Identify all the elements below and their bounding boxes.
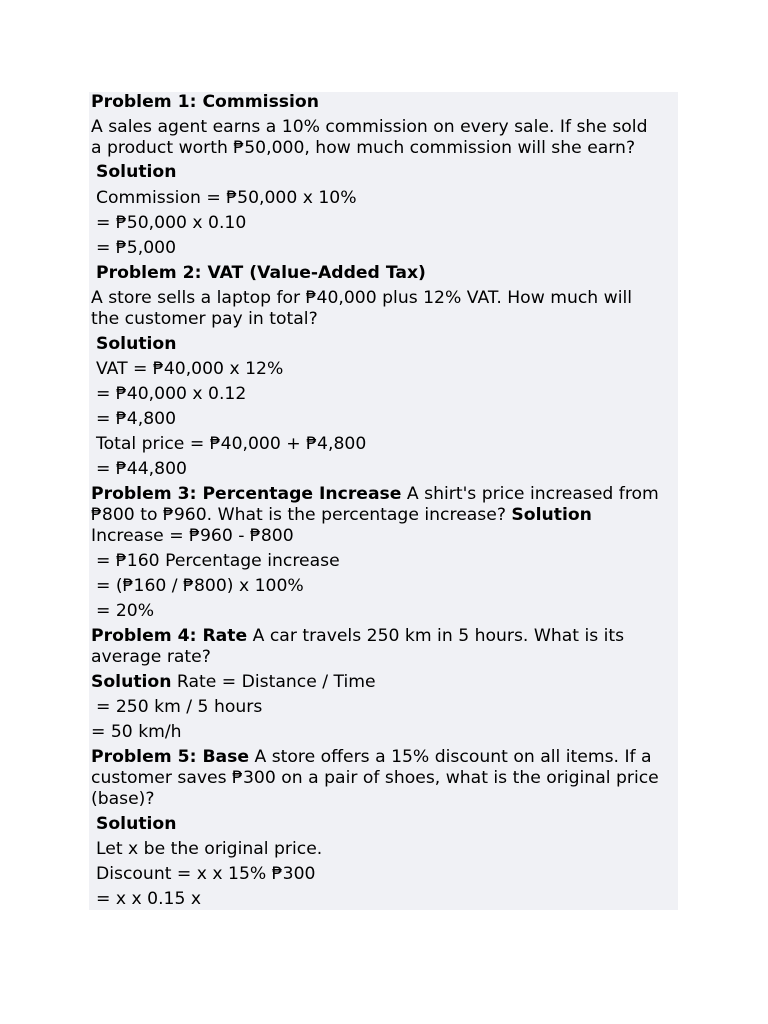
problem-4-line-1 (91, 626, 624, 647)
solution-5-step-1: Let x be the original price. (96, 839, 323, 859)
solution-2-heading: Solution (96, 334, 177, 354)
problem-2-text-line-2: the customer pay in total? (91, 309, 318, 329)
problem-4-line-2: average rate? (91, 647, 211, 667)
problem-3-line-1 (91, 484, 659, 505)
solution-1-step-3: = ₱5,000 (96, 238, 177, 258)
solution-1-heading: Solution (96, 162, 177, 182)
solution-4-formula: Rate = Distance / Time (171, 672, 376, 692)
problem-2-heading: Problem 2: VAT (Value-Added Tax) (96, 263, 426, 283)
problem-1-text-line-1: A sales agent earns a 10% commission on every sale. If she sold (91, 117, 648, 137)
problem-3-line-2 (91, 505, 592, 526)
solution-2-step-5: = ₱44,800 (96, 459, 187, 479)
solution-2-step-2: = ₱40,000 x 0.12 (96, 384, 247, 404)
problem-3-heading: Problem 3: Percentage Increase (91, 484, 402, 504)
solution-2-step-3: = ₱4,800 (96, 409, 177, 429)
solution-3-step-3: = (₱160 / ₱800) x 100% (96, 576, 304, 596)
problem-5-heading: Problem 5: Base (91, 747, 250, 767)
problem-1-text-line-2: a product worth ₱50,000, how much commission will she earn? (91, 138, 636, 158)
solution-4-line-1 (91, 672, 376, 693)
solution-3-step-4: = 20% (96, 601, 155, 621)
problem-3-text: A shirt's price increased from (401, 484, 659, 504)
solution-5-step-3: = x x 0.15 x (96, 889, 202, 909)
solution-1-step-1: Commission = ₱50,000 x 10% (96, 188, 357, 208)
problem-2-text-line-1: A store sells a laptop for ₱40,000 plus 12% VAT. How much will (91, 288, 633, 308)
solution-3-heading: Solution (511, 505, 592, 525)
problem-5-line-2: customer saves ₱300 on a pair of shoes, what is the original price (91, 768, 659, 788)
problem-5-text: A store offers a 15% discount on all items. If a (249, 747, 652, 767)
problem-5-line-3: (base)? (91, 789, 155, 809)
problem-3-text-cont: ₱800 to ₱960. What is the percentage increase? (91, 505, 512, 525)
solution-2-step-4: Total price = ₱40,000 + ₱4,800 (96, 434, 367, 454)
problem-4-heading: Problem 4: Rate (91, 626, 248, 646)
solution-4-step-2: = 50 km/h (91, 722, 182, 742)
solution-1-step-2: = ₱50,000 x 0.10 (96, 213, 247, 233)
problem-5-line-1 (91, 747, 652, 768)
solution-3-step-1: Increase = ₱960 - ₱800 (91, 526, 294, 546)
solution-4-step-1: = 250 km / 5 hours (96, 697, 263, 717)
solution-4-heading: Solution (91, 672, 172, 692)
problem-4-text: A car travels 250 km in 5 hours. What is its (247, 626, 625, 646)
solution-2-step-1: VAT = ₱40,000 x 12% (96, 359, 284, 379)
solution-3-step-2: = ₱160 Percentage increase (96, 551, 340, 571)
solution-5-heading: Solution (96, 814, 177, 834)
document-page (89, 92, 678, 910)
problem-1-heading: Problem 1: Commission (91, 92, 319, 112)
solution-5-step-2: Discount = x x 15% ₱300 (96, 864, 316, 884)
